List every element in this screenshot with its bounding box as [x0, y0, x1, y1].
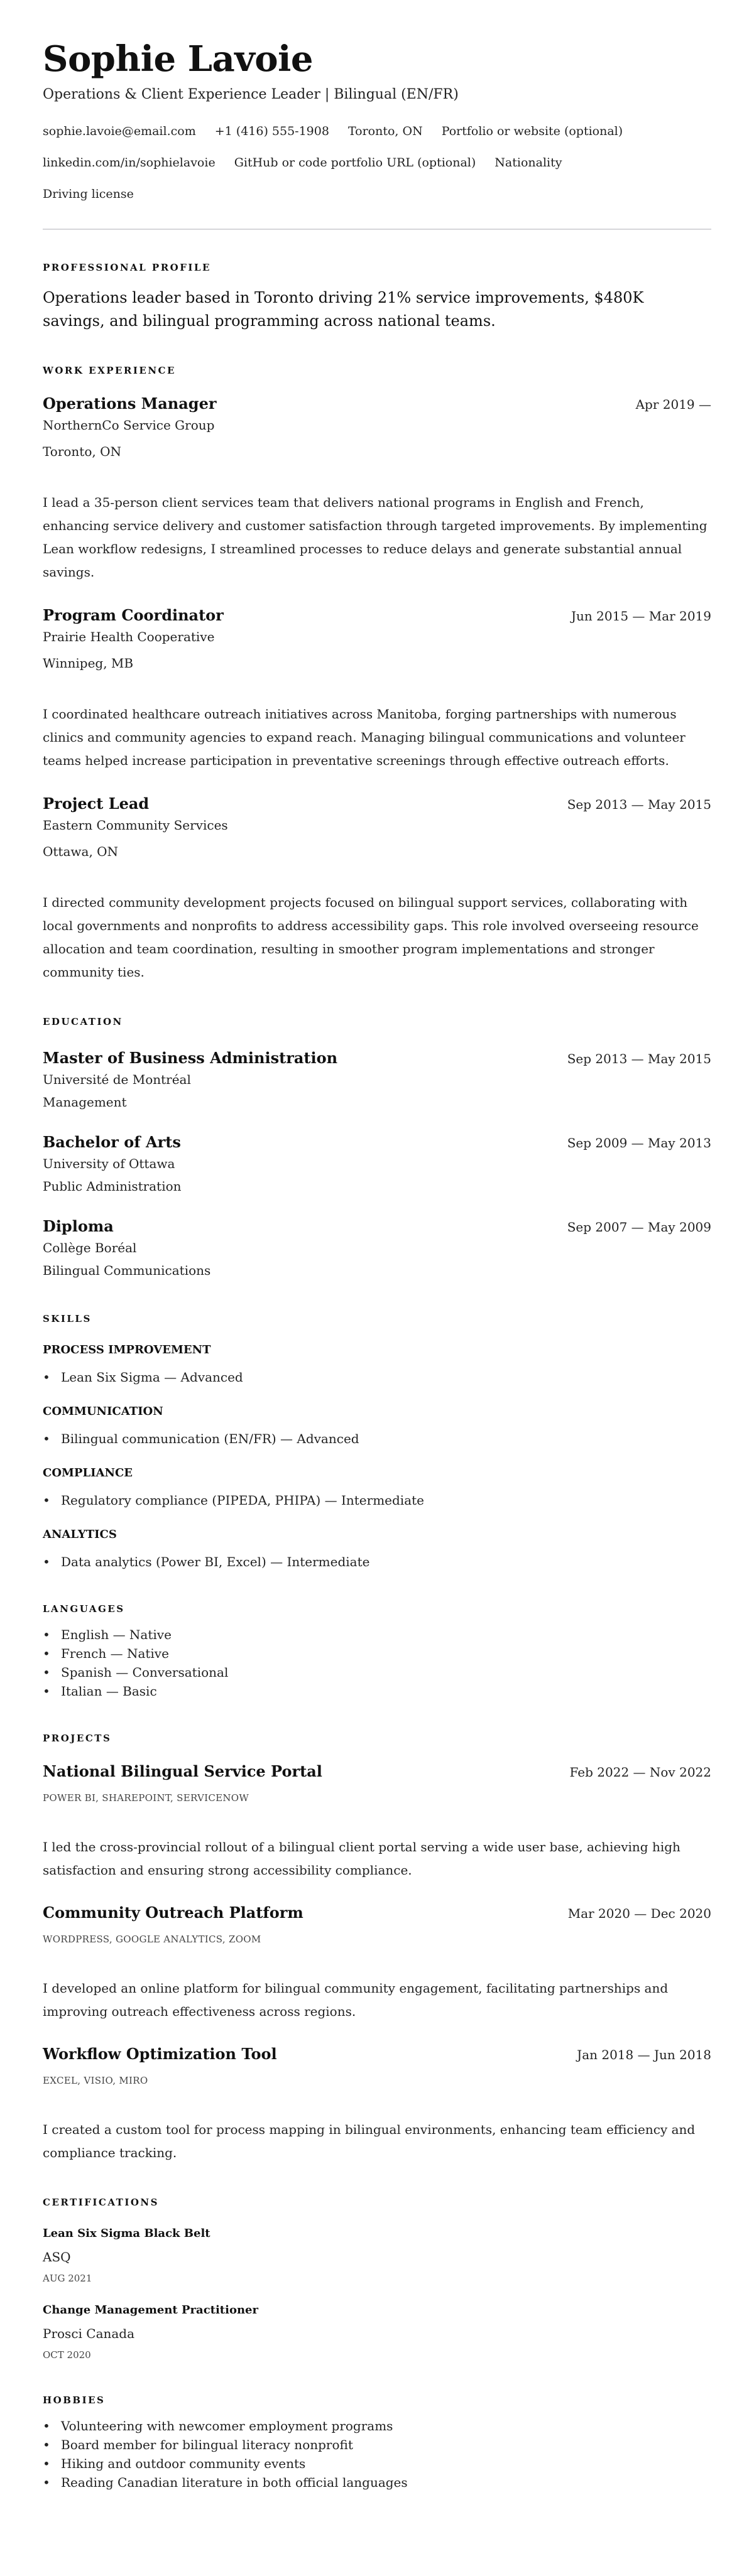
hobby-item: • Board member for bilingual literacy nonprofit — [43, 2435, 711, 2454]
headline: Operations & Client Experience Leader | Bilingual (EN/FR) — [43, 87, 459, 102]
certifications-section — [43, 2196, 711, 2362]
school: Université de Montréal — [43, 1072, 191, 1087]
skill-item: • Lean Six Sigma — Advanced — [43, 1368, 711, 1387]
contact-linkedin[interactable]: linkedin.com/in/sophielavoie — [43, 156, 216, 170]
section-heading: CERTIFICATIONS — [43, 2197, 159, 2208]
contact-nationality: Nationality — [494, 156, 562, 170]
hobby-item: • Volunteering with newcomer employment programs — [43, 2416, 711, 2435]
skill-group-name: COMMUNICATION — [43, 1405, 163, 1418]
job-dates: Sep 2013 — May 2015 — [567, 797, 711, 812]
contact-driving-license: Driving license — [43, 187, 134, 201]
degree: Bachelor of Arts — [43, 1133, 181, 1151]
resume-header — [43, 39, 711, 203]
contact-portfolio: Portfolio or website (optional) — [441, 124, 623, 138]
job-title: Operations Manager — [43, 394, 217, 413]
degree: Diploma — [43, 1217, 114, 1235]
section-heading: EDUCATION — [43, 1016, 123, 1027]
profile-summary: Operations leader based in Toronto driving 21% service improvements, $480K savings, and bilingual programming across national teams. — [43, 289, 644, 330]
certification-date: AUG 2021 — [43, 2273, 92, 2284]
project-dates: Mar 2020 — Dec 2020 — [567, 1906, 711, 1921]
project-title: Workflow Optimization Tool — [43, 2045, 277, 2063]
language-item: • English — Native — [43, 1625, 711, 1644]
candidate-name: Sophie Lavoie — [43, 38, 314, 80]
job-company: Eastern Community Services — [43, 818, 228, 833]
project-description: I created a custom tool for process mapping in bilingual environments, enhancing team efficiency and compliance tracking. — [43, 2122, 696, 2160]
skill-item: • Regulatory compliance (PIPEDA, PHIPA) — Intermediate — [43, 1491, 711, 1510]
job-entry — [43, 794, 711, 984]
contact-list — [43, 122, 671, 203]
job-title: Program Coordinator — [43, 606, 224, 624]
project-title: Community Outreach Platform — [43, 1903, 303, 1922]
certification-title: Change Management Practitioner — [43, 2303, 258, 2317]
skill-list — [43, 1368, 711, 1387]
school: University of Ottawa — [43, 1156, 175, 1171]
field-of-study: Management — [43, 1095, 127, 1110]
language-item: • French — Native — [43, 1644, 711, 1663]
education-dates: Sep 2009 — May 2013 — [567, 1135, 711, 1150]
skill-list — [43, 1429, 711, 1448]
education-dates: Sep 2013 — May 2015 — [567, 1051, 711, 1066]
project-title: National Bilingual Service Portal — [43, 1762, 322, 1780]
language-item: • Spanish — Conversational — [43, 1663, 711, 1682]
project-dates: Feb 2022 — Nov 2022 — [569, 1765, 711, 1780]
project-dates: Jan 2018 — Jun 2018 — [577, 2047, 711, 2062]
project-description: I led the cross-provincial rollout of a bilingual client portal serving a wide user base, achieving high satisfaction and ensuring strong accessibility compliance. — [43, 1839, 680, 1878]
languages-section — [43, 1603, 711, 1701]
job-entry — [43, 394, 711, 584]
job-location: Winnipeg, MB — [43, 656, 134, 671]
section-heading: PROJECTS — [43, 1733, 112, 1744]
project-entry — [43, 2044, 711, 2165]
certification-issuer: ASQ — [43, 2249, 71, 2265]
contact-github: GitHub or code portfolio URL (optional) — [234, 156, 476, 170]
degree: Master of Business Administration — [43, 1049, 338, 1067]
language-list — [43, 1625, 711, 1701]
section-heading: HOBBIES — [43, 2395, 106, 2406]
job-company: Prairie Health Cooperative — [43, 629, 215, 644]
project-tech: POWER BI, SHAREPOINT, SERVICENOW — [43, 1792, 249, 1804]
hobby-item: • Hiking and outdoor community events — [43, 2454, 711, 2473]
job-company: NorthernCo Service Group — [43, 418, 215, 433]
project-entry — [43, 1762, 711, 1882]
job-location: Toronto, ON — [43, 444, 121, 459]
project-description: I developed an online platform for bilingual community engagement, facilitating partnerships and improving outreach effectiveness across regions. — [43, 1981, 669, 2019]
job-entry — [43, 605, 711, 772]
profile-section — [43, 261, 711, 333]
school: Collège Boréal — [43, 1240, 137, 1255]
field-of-study: Bilingual Communications — [43, 1263, 211, 1278]
education-entry — [43, 1216, 711, 1281]
certification-entry — [43, 2302, 711, 2362]
experience-section — [43, 364, 711, 984]
education-section — [43, 1015, 711, 1281]
hobby-list — [43, 2416, 711, 2492]
certification-issuer: Prosci Canada — [43, 2326, 135, 2341]
job-description: I directed community development projects focused on bilingual support services, collaborating with local governments and nonprofits to address accessibility gaps. This role involved overseeing resource allocation and team coordination, resulting in smoother program implementations and stronger community ties. — [43, 895, 699, 980]
certification-date: OCT 2020 — [43, 2349, 91, 2361]
language-item: • Italian — Basic — [43, 1682, 711, 1701]
projects-section — [43, 1732, 711, 2165]
skill-item: • Bilingual communication (EN/FR) — Advanced — [43, 1429, 711, 1448]
skill-list — [43, 1491, 711, 1510]
skill-list — [43, 1552, 711, 1571]
hobby-item: • Reading Canadian literature in both official languages — [43, 2473, 711, 2492]
field-of-study: Public Administration — [43, 1179, 182, 1194]
header-divider — [43, 229, 711, 230]
certification-entry — [43, 2225, 711, 2286]
project-tech: WORDPRESS, GOOGLE ANALYTICS, ZOOM — [43, 1934, 261, 1945]
education-entry — [43, 1048, 711, 1113]
hobbies-section — [43, 2394, 711, 2492]
job-dates: Apr 2019 — — [635, 397, 711, 412]
skills-section — [43, 1312, 711, 1571]
skill-group-name: ANALYTICS — [43, 1528, 117, 1541]
project-tech: EXCEL, VISIO, MIRO — [43, 2075, 148, 2086]
skill-item: • Data analytics (Power BI, Excel) — Intermediate — [43, 1552, 711, 1571]
project-entry — [43, 1903, 711, 2023]
education-entry — [43, 1132, 711, 1197]
contact-location: Toronto, ON — [347, 124, 423, 138]
education-dates: Sep 2007 — May 2009 — [567, 1220, 711, 1235]
certification-title: Lean Six Sigma Black Belt — [43, 2227, 210, 2240]
job-location: Ottawa, ON — [43, 844, 119, 859]
contact-phone: +1 (416) 555-1908 — [214, 124, 329, 138]
section-heading: LANGUAGES — [43, 1603, 125, 1615]
job-dates: Jun 2015 — Mar 2019 — [571, 609, 711, 624]
skill-group-name: COMPLIANCE — [43, 1466, 133, 1480]
job-description: I lead a 35-person client services team that delivers national programs in English and French, enhancing service delivery and customer satisfaction through targeted improvements. By implementing Lean workflow redesigns, I streamlined processes to reduce delays and generate substantial annual savings. — [43, 495, 708, 580]
contact-email[interactable]: sophie.lavoie@email.com — [43, 124, 196, 138]
section-heading: WORK EXPERIENCE — [43, 365, 176, 376]
skill-group-name: PROCESS IMPROVEMENT — [43, 1343, 211, 1356]
job-description: I coordinated healthcare outreach initiatives across Manitoba, forging partnerships with numerous clinics and community agencies to expand reach. Managing bilingual communications and volunteer teams helped increase participation in preventative screenings through effective outreach efforts. — [43, 706, 686, 768]
job-title: Project Lead — [43, 794, 150, 813]
section-heading: PROFESSIONAL PROFILE — [43, 262, 211, 273]
section-heading: SKILLS — [43, 1313, 92, 1324]
